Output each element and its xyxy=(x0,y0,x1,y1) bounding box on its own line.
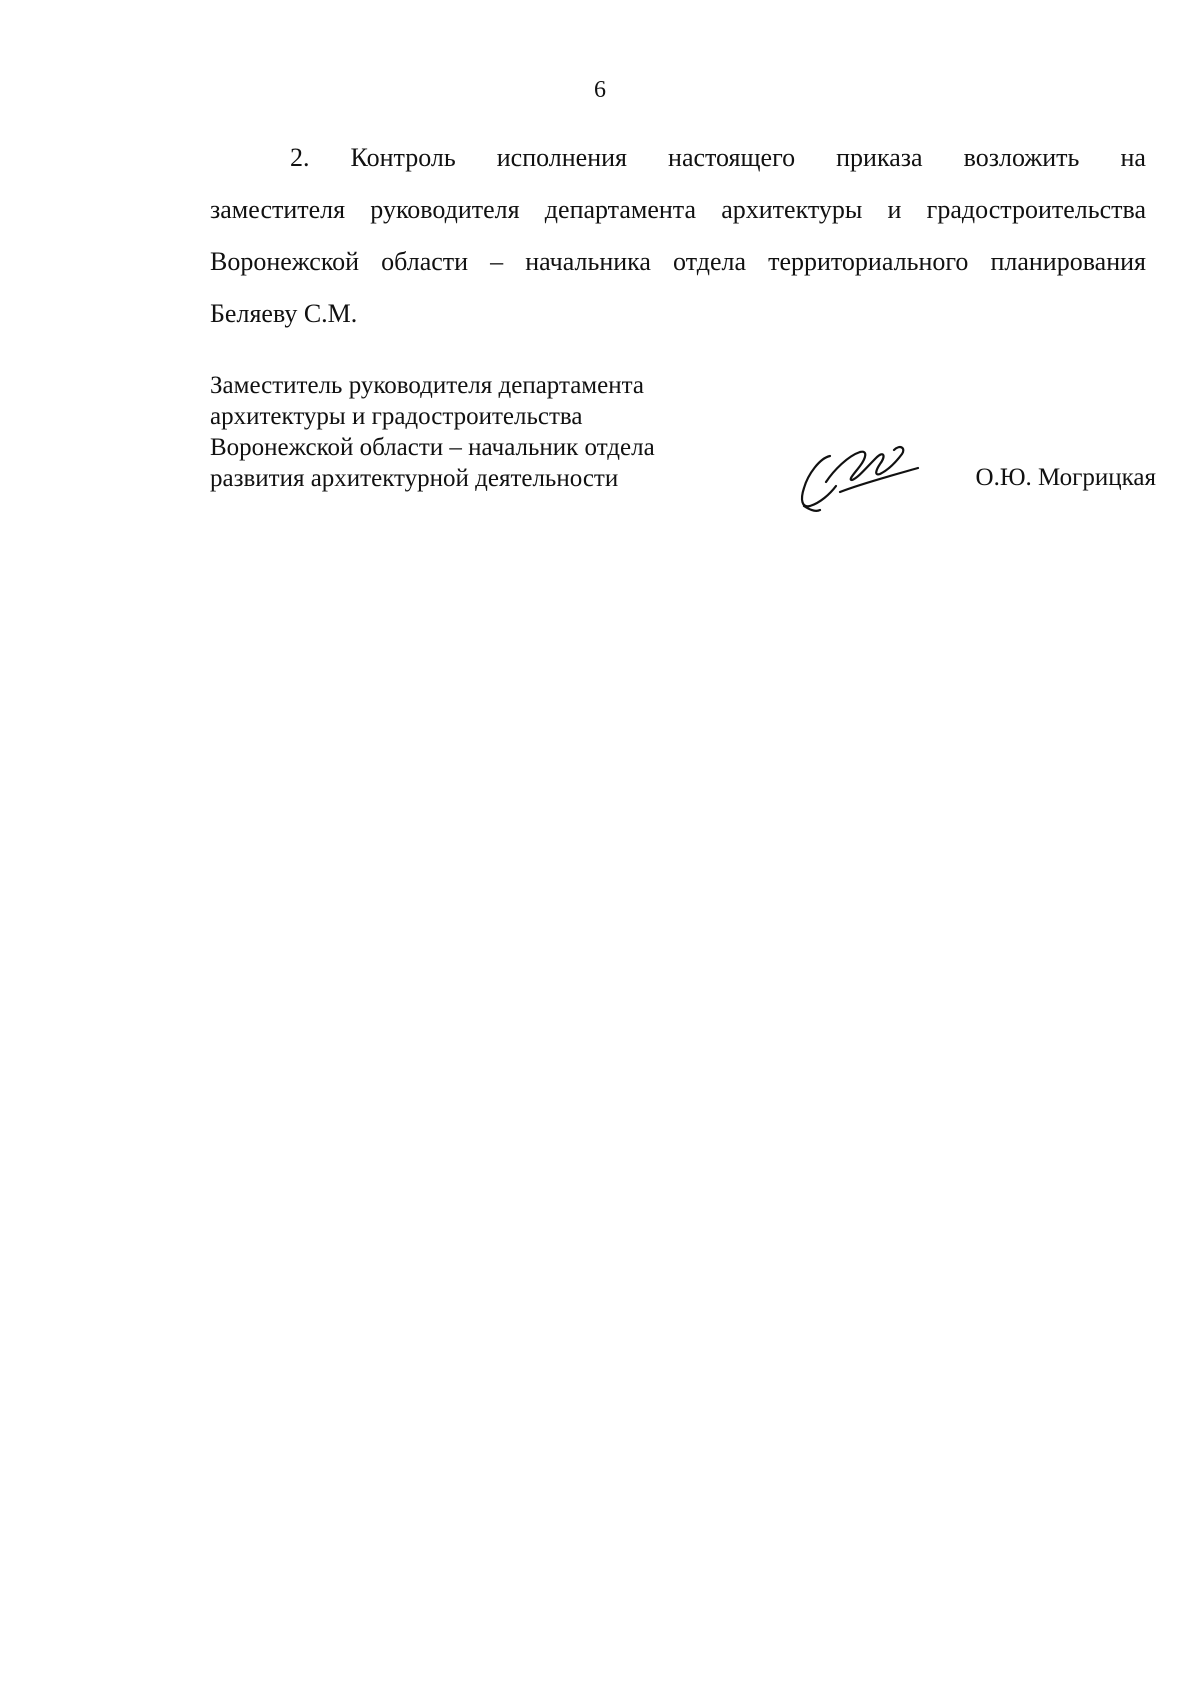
signer-position xyxy=(210,370,770,494)
signer-position-line: архитектуры и градостроительства xyxy=(210,403,583,430)
paragraph-word: приказа xyxy=(836,143,923,172)
paragraph-line-2: заместителя руководителя департамента архитектуры и градостроительства xyxy=(210,195,1146,224)
paragraph-word: исполнения xyxy=(496,143,627,172)
order-paragraph xyxy=(210,132,1146,340)
paragraph-word: 2. xyxy=(290,143,310,172)
paragraph-line-3: Воронежской области – начальника отдела территориального планирования xyxy=(210,247,1146,276)
paragraph-word: на xyxy=(1120,143,1146,172)
paragraph-word: возложить xyxy=(963,143,1080,172)
signer-name: О.Ю. Могрицкая xyxy=(975,464,1156,491)
signer-position-line: Воронежской области – начальник отдела xyxy=(210,434,655,461)
signer-position-line: развития архитектурной деятельности xyxy=(210,465,619,492)
paragraph-line-1 xyxy=(210,132,1146,184)
handwritten-signature-icon xyxy=(790,426,940,516)
paragraph-line-4: Беляеву С.М. xyxy=(210,299,358,328)
signature-block xyxy=(210,370,1156,510)
paragraph-word: Контроль xyxy=(350,143,456,172)
paragraph-word: настоящего xyxy=(668,143,796,172)
page-number: 6 xyxy=(594,77,606,103)
signer-position-line: Заместитель руководителя департамента xyxy=(210,372,644,399)
